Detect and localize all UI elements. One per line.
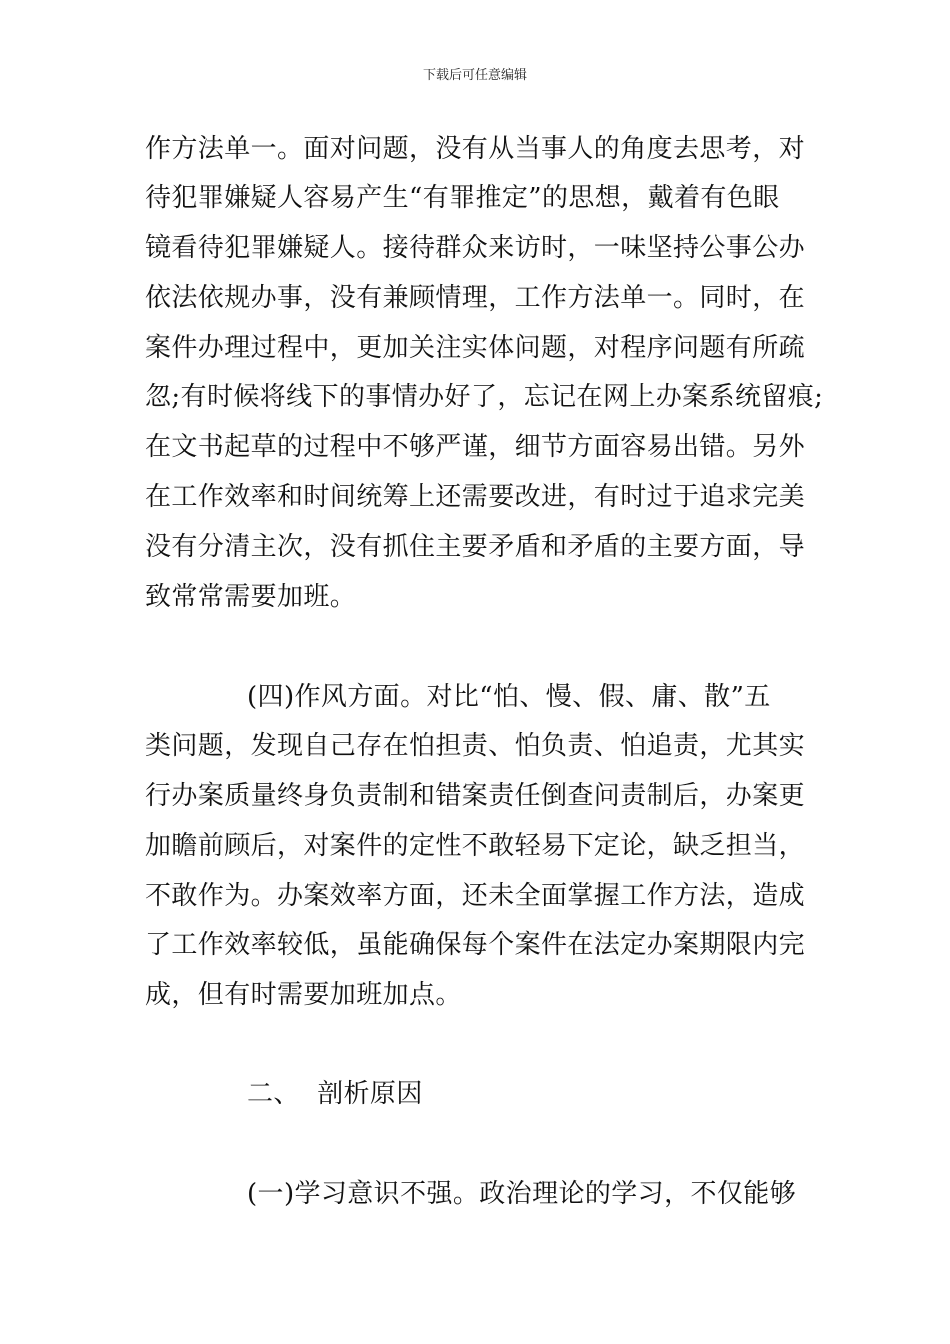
text-line: 不敢作为。办案效率方面，还未全面掌握工作方法，造成 xyxy=(145,881,806,911)
text-line: 忽;有时候将线下的事情办好了，忘记在网上办案系统留痕; xyxy=(145,382,824,412)
text-line: 镜看待犯罪嫌疑人。接待群众来访时，一味坚持公事公办 xyxy=(145,233,806,263)
text-line: 类问题，发现自己存在怕担责、怕负责、怕追责，尤其实 xyxy=(145,731,806,761)
text-line: 在文书起草的过程中不够严谨，细节方面容易出错。另外 xyxy=(145,432,806,462)
section-heading: 二、 剖析原因 xyxy=(247,1079,423,1109)
text-line: 加瞻前顾后，对案件的定性不敢轻易下定论，缺乏担当， xyxy=(145,831,806,861)
text-line: 致常常需要加班。 xyxy=(145,582,357,612)
text-line: 案件办理过程中，更加关注实体问题，对程序问题有所疏 xyxy=(145,333,806,363)
text-line: (一)学习意识不强。政治理论的学习，不仅能够 xyxy=(247,1179,797,1209)
text-line: 作方法单一。面对问题，没有从当事人的角度去思考，对 xyxy=(145,134,806,164)
text-line: 成，但有时需要加班加点。 xyxy=(145,980,462,1010)
text-line: 行办案质量终身负责制和错案责任倒查问责制后，办案更 xyxy=(145,781,806,811)
text-line: 依法依规办事，没有兼顾情理，工作方法单一。同时，在 xyxy=(145,283,806,313)
text-line: 没有分清主次，没有抓住主要矛盾和矛盾的主要方面，导 xyxy=(145,532,806,562)
text-line: 在工作效率和时间统筹上还需要改进，有时过于追求完美 xyxy=(145,482,806,512)
text-line: 了工作效率较低，虽能确保每个案件在法定办案期限内完 xyxy=(145,930,806,960)
text-line: (四)作风方面。对比“怕、慢、假、庸、散”五 xyxy=(247,682,771,712)
page-header: 下载后可任意编辑 xyxy=(422,68,527,83)
text-line: 待犯罪嫌疑人容易产生“有罪推定”的思想，戴着有色眼 xyxy=(145,183,780,213)
